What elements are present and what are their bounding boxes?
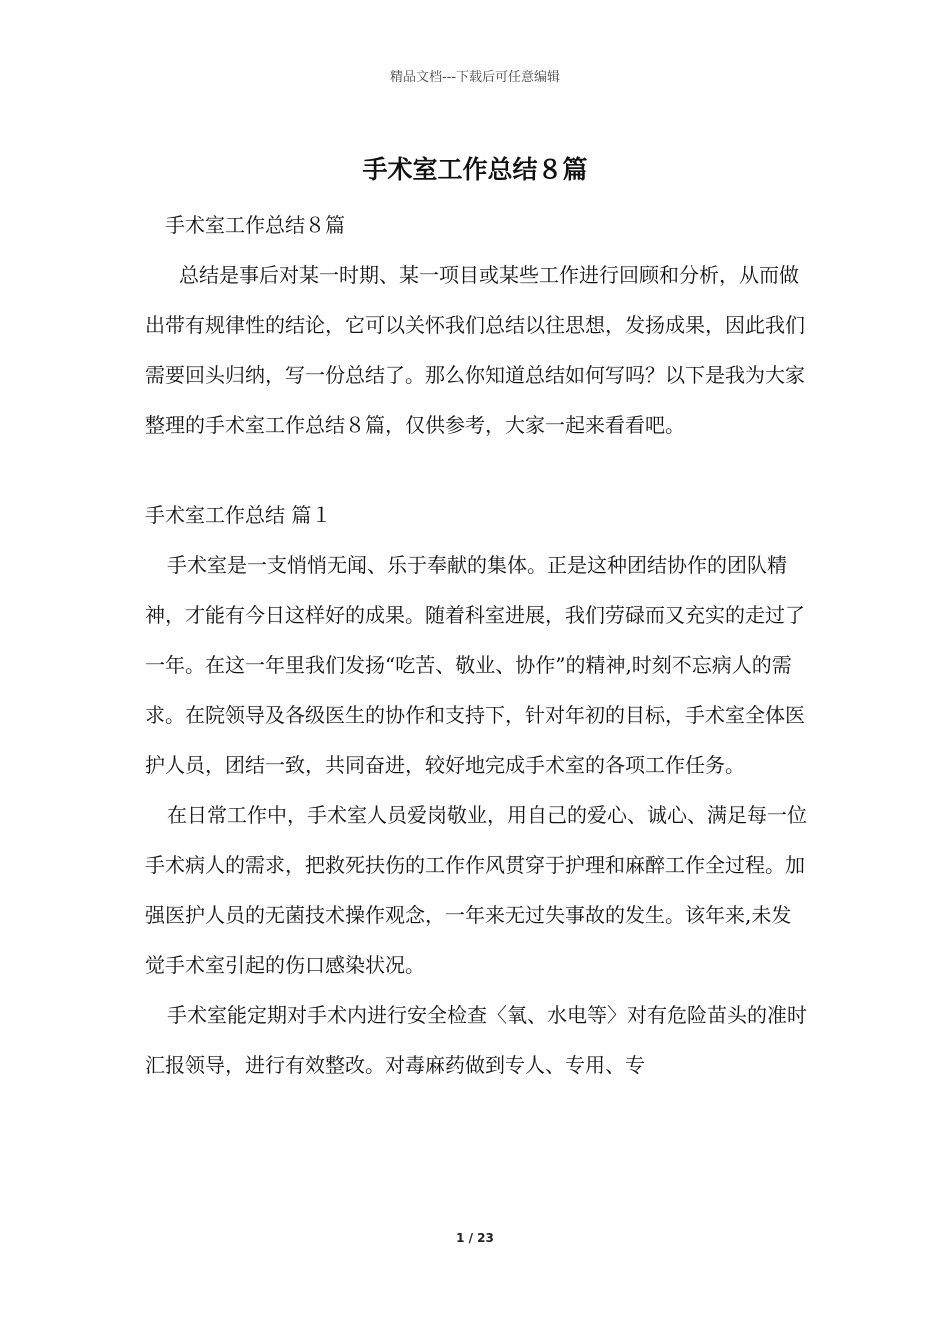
document-body — [145, 200, 810, 1090]
intro-paragraph: 总结是事后对某一时期、某一项目或某些工作进行回顾和分析，从而做出带有规律性的结论，它可以关怀我们总结以往思想，发扬成果，因此我们需要回头归纳，写一份总结了。那么你知道总结如何写吗？以下是我为大家整理的手术室工作总结８篇，仅供参考，大家一起来看看吧。 — [145, 263, 805, 437]
body-paragraph: 手术室能定期对手术内进行安全检查〈氧、水电等〉对有危险苗头的准时汇报领导，进行有效整改。对毒麻药做到专人、专用、专 — [145, 1003, 807, 1077]
document-title: 手术室工作总结８篇 — [362, 155, 588, 184]
body-paragraph: 手术室是一支悄悄无闻、乐于奉献的集体。正是这种团结协作的团队精神，才能有今日这样好的成果。随着科室进展，我们劳碌而又充实的走过了一年。在这一年里我们发扬“吃苦、敬业、协作”的精神,时刻不忘病人的需求。在院领导及各级医生的协作和支持下，针对年初的目标，手术室全体医护人员，团结一致，共同奋进，较好地完成手术室的各项工作任务。 — [145, 553, 805, 777]
body-paragraph: 在日常工作中，手术室人员爱岗敬业，用自己的爱心、诚心、满足每一位手术病人的需求，把救死扶伤的工作作风贯穿于护理和麻醉工作全过程。加强医护人员的无菌技术操作观念，一年来无过失事故的发生。该年来,未发觉手术室引起的伤口感染状况。 — [145, 803, 807, 977]
page-header: 精品文档---下载后可任意编辑 — [389, 70, 561, 85]
section-gap — [145, 450, 810, 490]
document-subtitle: 手术室工作总结８篇 — [165, 213, 345, 237]
section-heading: 手术室工作总结 篇１ — [145, 503, 332, 527]
page-number: 1 / 23 — [456, 1231, 494, 1245]
